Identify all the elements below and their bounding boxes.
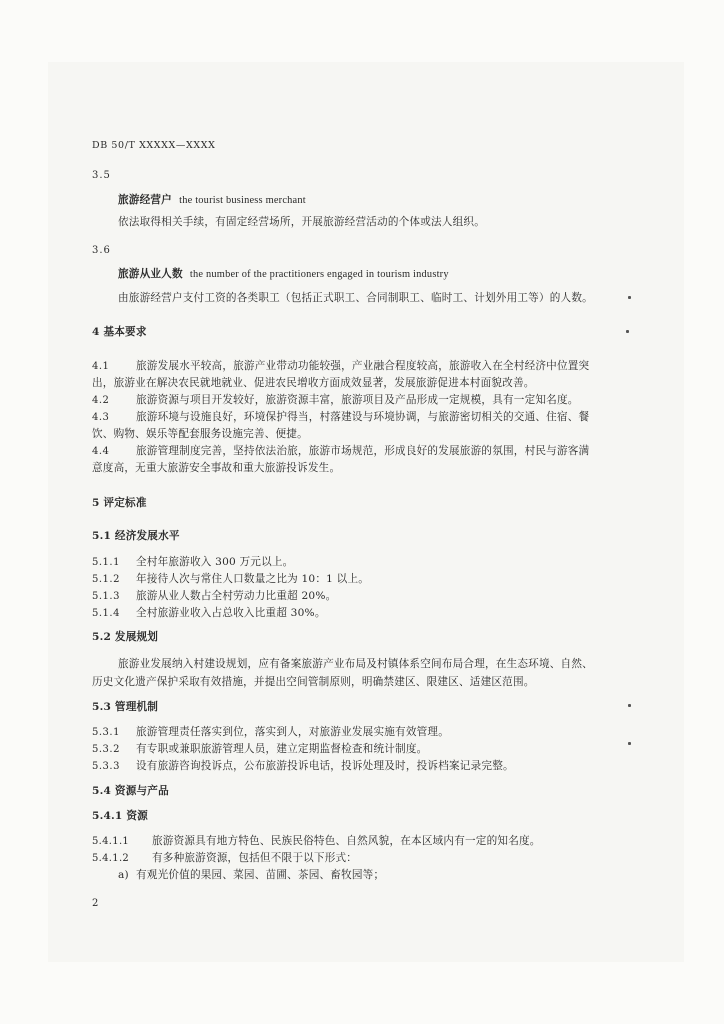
clause-number: 5.1.2 xyxy=(92,574,120,585)
scan-speck xyxy=(628,742,631,745)
term-definition: 由旅游经营户支付工资的各类职工（包括正式职工、合同制职工、临时工、计划外用工等）的人数。 xyxy=(118,292,593,304)
clause xyxy=(92,759,514,774)
clause xyxy=(92,606,326,621)
subsection-heading: 5.2 发展规划 xyxy=(92,631,159,643)
clause-number: 4.1 xyxy=(92,361,110,372)
subsection-heading: 5.4 资源与产品 xyxy=(92,785,169,797)
clause-number: 5.3.1 xyxy=(92,727,120,738)
term-number: 3.6 xyxy=(92,245,111,256)
clause-text: 设有旅游咨询投诉点，公布旅游投诉电话，投诉处理及时，投诉档案记录完整。 xyxy=(136,760,514,772)
clause-text: 旅游资源具有地方特色、民族民俗特色、自然风貌，在本区域内有一定的知名度。 xyxy=(152,835,541,847)
clause-text: 旅游管理责任落实到位，落实到人，对旅游业发展实施有效管理。 xyxy=(136,726,450,738)
term-title xyxy=(118,267,449,282)
clause-number: 4.3 xyxy=(92,412,110,423)
paragraph-line: 历史文化遗产保护采取有效措施，并提出空间管制原则，明确禁建区、限建区、适建区范围。 xyxy=(92,676,535,688)
clause xyxy=(92,393,579,408)
clause-continuation: 出，旅游业在解决农民就地就业、促进农民增收方面成效显著，发展旅游促进本村面貌改善。 xyxy=(92,377,535,389)
clause-text: 旅游管理制度完善，坚持依法治旅，旅游市场规范，形成良好的发展旅游的氛围，村民与游客满 xyxy=(136,445,590,457)
clause xyxy=(92,410,589,425)
section-heading: 4 基本要求 xyxy=(92,326,147,338)
list-item xyxy=(118,868,384,883)
section-heading: 5 评定标准 xyxy=(92,497,147,509)
clause xyxy=(92,589,336,604)
clause-text: 旅游环境与设施良好，环境保护得当，村落建设与环境协调，与旅游密切相关的交通、住宿、餐 xyxy=(136,411,590,423)
clause-text: 全村旅游业收入占总收入比重超 30%。 xyxy=(136,607,326,619)
list-item-label: a) xyxy=(118,869,129,881)
term-title xyxy=(118,193,306,208)
clause-continuation: 饮、购物、娱乐等配套服务设施完善、便捷。 xyxy=(92,428,308,440)
clause xyxy=(92,572,369,587)
clause xyxy=(92,359,589,374)
clause-number: 5.1.1 xyxy=(92,557,120,568)
clause-number: 5.1.3 xyxy=(92,591,120,602)
clause-number: 5.4.1.1 xyxy=(92,836,130,847)
clause-text: 有多种旅游资源，包括但不限于以下形式： xyxy=(152,852,358,864)
clause-text: 有专职或兼职旅游管理人员，建立定期监督检查和统计制度。 xyxy=(136,743,428,755)
clause-text: 旅游从业人数占全村劳动力比重超 20%。 xyxy=(136,590,337,602)
clause xyxy=(92,851,357,866)
list-item-text: 有观光价值的果园、菜园、苗圃、茶园、畜牧园等； xyxy=(136,869,385,881)
clause xyxy=(92,555,293,570)
term-en: the tourist business merchant xyxy=(179,195,306,206)
clause-number: 5.4.1.2 xyxy=(92,853,130,864)
subsection-heading: 5.1 经济发展水平 xyxy=(92,530,180,542)
clause-text: 全村年旅游收入 300 万元以上。 xyxy=(136,556,294,568)
term-cn: 旅游经营户 xyxy=(118,194,172,206)
doc-number: DB 50/T XXXXX—XXXX xyxy=(92,140,216,151)
clause-number: 5.3.2 xyxy=(92,744,120,755)
clause-text: 旅游资源与项目开发较好，旅游资源丰富，旅游项目及产品形成一定规模，具有一定知名度。 xyxy=(136,394,579,406)
clause-continuation: 意度高，无重大旅游安全事故和重大旅游投诉发生。 xyxy=(92,462,341,474)
clause xyxy=(92,834,541,849)
page-number: 2 xyxy=(92,898,99,909)
clause-number: 5.3.3 xyxy=(92,761,120,772)
term-cn: 旅游从业人数 xyxy=(118,268,183,280)
paragraph-line: 旅游业发展纳入村建设规划，应有备案旅游产业布局及村镇体系空间布局合理，在生态环境、自然、 xyxy=(118,658,593,670)
scan-speck xyxy=(626,330,629,333)
term-number: 3.5 xyxy=(92,170,111,181)
subsection-heading: 5.3 管理机制 xyxy=(92,701,159,713)
clause-number: 5.1.4 xyxy=(92,608,120,619)
clause-number: 4.2 xyxy=(92,395,110,406)
clause xyxy=(92,444,589,459)
scan-speck xyxy=(628,296,631,299)
clause xyxy=(92,742,427,757)
clause-number: 4.4 xyxy=(92,446,110,457)
scan-speck xyxy=(628,704,631,707)
term-en: the number of the practitioners engaged in tourism industry xyxy=(189,269,449,280)
clause-text: 旅游发展水平较高，旅游产业带动功能较强，产业融合程度较高，旅游收入在全村经济中位置突 xyxy=(136,360,590,372)
term-definition: 依法取得相关手续，有固定经营场所，开展旅游经营活动的个体或法人组织。 xyxy=(118,216,485,228)
clause xyxy=(92,725,449,740)
subsubsection-heading: 5.4.1 资源 xyxy=(92,810,148,822)
clause-text: 年接待人次与常住人口数量之比为 10：1 以上。 xyxy=(136,573,370,585)
